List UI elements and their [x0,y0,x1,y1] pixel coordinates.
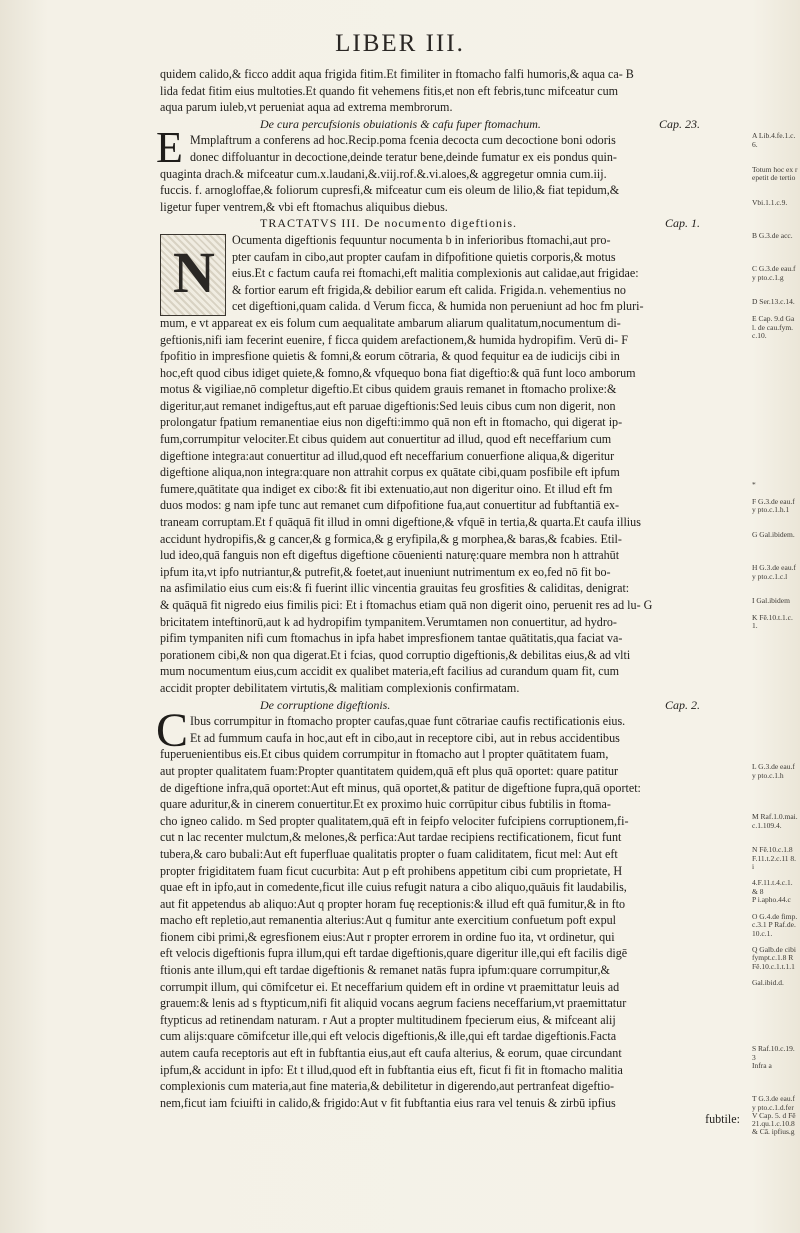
heading-text: De cura percufsionis obuiationis & cafu fuper ftomachum. [260,116,541,131]
tractatus-heading [160,215,750,232]
text-line: ligetur fuper ventrem,& vbi eft ftomachus aliquibus diebus. [160,199,448,214]
chapter-number: Cap. 23. [658,116,700,131]
text-line: mum nocumentum eius,cum accidit ex qualibet materia,eft facilius ad curandum quam fit, cum [160,664,620,679]
margin-note: Infra a [752,1061,772,1070]
text-line: accidit propter debilitatem virtutis,& malitiam complexionis confirmatam. [160,680,520,695]
margin-note: 4.F.11.t.4.c.1.& 8 [752,878,793,896]
drop-cap-e: E [156,123,183,173]
text-line: complexionis cum materia,aut fine materia,& debilitetur in digerendo,aut pertranfeat digeftio- [160,1079,615,1094]
text-line: tubera,& caro bubali:Aut eft fuperfluae qualitatis propter o fuam caliditatem, ficut mel: Aut eft [160,846,618,861]
margin-note: M Raf.1.0.mai. c.1.109.4. [752,812,798,830]
text-line: fionem cibi primi,& egresfionem eius:Aut r propter errorem in ordine fuo ita, vt ordinetur, qui [160,929,615,944]
heading-text: De corruptione digeftionis. [260,697,391,712]
initial-letter: N [173,240,215,305]
text-line: fum,corrumpitur velociter.Et cibus quidem aut conuertitur ad illud, quod eft neceffarium cum [160,432,612,447]
text-line: corrumpit illum, qui cōmifcetur ei. Et neceffarium quidem eft in ordine vt praemittatur leuis ad [160,979,620,994]
margin-note: Totum hoc ex repetit de tertio [752,164,798,183]
text-line: cut n lac recenter mulctum,& melones,& perfica:Aut tardae recipiens rectificationem, ficut funt [160,830,622,845]
text-line: pter caufam in cibo,aut propter caufam in difpofitione quietis corporis,& motus [232,249,616,264]
text-line: ipfum ita,vt ipfo nutriantur,& putrefit,& foetet,aut inueniunt nutrimentum ex eo,fed nō fit bo- [160,564,611,579]
margin-note: B G.3.de acc. [752,231,793,240]
chapter-number: Cap. 2. [664,697,700,712]
text-line: digeftione integra:aut conuertitur ad illud,quod eft neceffarium conuerfione aliqua,& digeritur [160,448,615,463]
text-line: prolongatur fpatium remanentiae eius non digefti:immo quā non eft in ftomacho, qui digerat ip- [160,415,623,430]
text-line: & fortior earum eft frigida,& debilior earum eft calida. Frigida.n. vehementius no [232,282,626,297]
text-line: propter frigiditatem fuam ficut cucurbita: Aut p eft prohibens appetitum cibi cum proprietate, H [160,863,623,878]
text-line: nem,ficut iam fciuifti in calido,& frigido:Aut v fit fubftantia eius rara vel tenuis & zirbū ipfius [160,1095,616,1110]
text-line: aqua parum iuleb,vt perueniat aqua ad extrema membrorum. [160,100,453,115]
margin-note: K Fē.10.t.1.c.1. [752,612,793,631]
margin-note: E Cap. 9.d Gal. de cau.fym.c.10. [752,314,795,340]
margin-note: I Gal.ibidem [752,596,790,606]
margin-note: T G.3.de eau.fy pto.c.1.d.fer [752,1094,795,1112]
text-line: donec diffoluantur in decoctione,deinde teratur bene,deinde fumatur ex eis pondus quin- [190,149,617,164]
text-line: bricitatem inteftinorū,aut k ad hydropifim tympanitem.Verumtamen non conuertitur, ad hydro- [160,614,617,629]
text-line: Et ad fummum caufa in hoc,aut eft in cibo,aut in receptore cibi, aut in rebus accidentibus [190,730,620,745]
text-line: fuperuenientibus eis.Et cibus quidem corrumpitur in ftomacho aut l propter quātitatem fuam, [160,747,609,762]
margin-note: P i.apho.44.c [752,895,791,904]
chapter-heading [160,116,750,133]
margin-note: Q Galb.de cibi fympt.c.1.8 R Fē.10.c.1.t.1.1 [752,944,796,971]
margin-note: H G.3.de eau.fy pto.c.1.c.l [752,563,796,581]
text-line: fuccis. f. arnogloffae,& foliorum cupresfi,& mifceatur cum eis oleum de lilio,& fiat tepidum,& [160,183,620,198]
margin-note: O G.4.de fimp.c.3.1 P Raf.de.10.c.1. [752,911,798,938]
text-line: eius.Et c factum caufa rei ftomachi,eft malitia complexionis aut calidae,aut frigidae: [232,266,639,281]
chapter-number: Cap. 1. [664,216,700,231]
text-line: & quāquā fit nigredo eius fimilis pici: Et i ftomachus etiam quā non digerit oino, peruenit res ad lu- G [160,598,653,612]
margin-note: L G.3.de eau.fy pto.c.1.h [752,762,795,780]
text-line: Ocumenta digeftionis fequuntur nocumenta b in inferioribus ftomachi,aut pro- [232,232,611,247]
text-line: aut propter qualitatem fuam:Propter quantitatem quidem,quā eft plus quā oportet: quare patitur [160,763,619,778]
text-line: cho igneo calido. m Sed propter qualitatem,quā eft in feipfo velociter fufcipiens corruptionem,fi- [160,813,629,828]
text-line: quare aduritur,& in cinerem conuertitur.Et ex proximo huic corrūpitur cibus fubtilis in ftoma- [160,797,611,812]
text-line: duos modos: g nam ipfe tunc aut remanet cum difpofitione fua,aut conuertitur ad fubftantiā ex- [160,498,620,513]
text-line: digeritur,aut remanet indigeftus,aut eft paruae digeftionis:Sed leuis cibus cum non digerit, non [160,398,616,413]
text-line: lida fedat fitim eius multoties.Et quando fit vehemens fitis,et non eft febris,tunc mifceatur cum [160,83,619,98]
text-line: mum, e vt appareat ex eis folum cum aequalitate ambarum aliarum qualitatum,nocumentum di- [160,315,621,330]
text-line: quidem calido,& ficco addit aqua frigida fitim.Et fimiliter in ftomacho falfi humoris,& aqua ca- B [160,67,634,81]
ornamental-initial-n [160,234,226,316]
text-line: eft velocis digeftionis fupra illum,qui eft tardae digeftionis,quare digeritur ille,qui eft facilis digē [160,946,628,961]
text-line: ipfum,& accidunt in ipfo: Et t illud,quod eft in fubftantia eius eft, ficut fi fit in ftomacho malitia [160,1062,623,1077]
text-line: traneam corruptam.Et f quāquā fit illud in omni digeftione,& vfquē in tertia,& quarta.Et caufa illius [160,515,641,530]
text-line: fubtile: [705,1112,740,1127]
text-line: autem caufa receptoris aut eft in fubftantia eius,aut eft caufa alterius, & eorum, quae circundant [160,1046,622,1061]
margin-note: S Raf.10.c.19.3 [752,1044,795,1062]
text-line: quae eft in ipfo,aut in comedente,ficut ille cuius refugit natura a cibo aliquo,quāuis fit laudabilis, [160,880,627,895]
text-line: ftionis ante illum,qui eft tardae digeftionis & remanet natās fupra ipfum:quare corrumpitur,& [160,963,610,978]
text-line: cet digeftioni,quam calida. d Verum ficca, & humida non perueniunt ad hoc fm pluri- [232,299,644,314]
text-line: pifim tympaniten nifi cum ftomachus in ipfa habet impresfionem tantae quātitatis,qua faciat va- [160,631,623,646]
text-line: na asfimilatio eius cum eis:& fi fuerint illic vincentia grauitas feu grosfities & caliditas, denigrat: [160,581,630,596]
text-line: lud ideo,quā fanguis non eft digeftus digeftione cōuenienti naturę:quare membra non h attrahūt [160,548,620,563]
margin-note: & Cā. ipfius.g [752,1127,795,1137]
margin-note: F G.3.de eau.fy pto.c.1.h.1 [752,496,795,515]
margin-note: C G.3.de eau.fy pto.c.1.g [752,264,796,282]
text-line: Mmplaftrum a conferens ad hoc.Recip.poma fcenia decocta cum decoctione boni odoris [190,133,616,148]
text-line: grauem:& lenis ad s ftypticum,nifi fit aliquid vocans aegrum faciens neceffarium,vt praemittatur [160,996,627,1011]
margin-note: D Ser.13.c.14. [752,297,795,307]
text-line: geftionis,nifi iam fecerint euenire, f ficca quidem arefactionem,& humida hydropifim. Verū di- F [160,332,628,347]
margin-note: V Cap. 5. d Fē 21.qu.1.c.10.8 [752,1110,796,1129]
text-line: hoc,eft quod cibus idiget quiete,& fomno,& vfquequo bona fiat digeftio:& quā funt loco amborum [160,365,636,380]
text-line: aut fit appetendus ab aliquo:Aut q propter horam fuę receptionis:& illud eft quā fumitur,& in fto [160,896,626,911]
margin-note: N Fē.10.c.1.8 F.11.t.2.c.11 8.i [752,845,797,872]
text-line: cum alijs:quare cōmifcetur ille,qui eft velocis digeftionis,& ille,qui eft tardae digeftionis.Facta [160,1029,617,1044]
text-line: quaginta drach.& mifceatur cum.x.laudani,&.viij.rof.&.vi.aloes,& aggregetur omnia cum.iij. [160,166,607,181]
text-line: ftypticus ad retinendam naturam. r Aut a propter multitudinem fpecierum eius, & mifceant alij [160,1012,616,1027]
margin-note: G Gal.ibidem. [752,529,795,539]
text-line: porationem cibi,& non qua digerat.Et i fcias, quod corruptio digeftionis,& debilitas eius,& ad vlti [160,647,631,662]
margin-note: * [752,480,756,489]
text-line: digeftione aliqua,non integra:quare non attrahit corpus ex quātate cibi,quam posfibile eft ipfum [160,465,620,480]
margin-note: Vbi.1.1.c.9. [752,197,788,207]
text-line: fpofitio in impresfione quietis & fomni,& eorum cōtraria, & quod fequitur ea de iudicijs cibi in [160,349,620,364]
drop-cap-c: C [156,704,189,758]
text-line: motus & vigiliae,nō completur digeftio.Et cibus quidem grauis remanet in ftomacho prolixe:& [160,382,617,397]
margin-note: A Lib.4.fe.1.c.6. [752,131,796,149]
text-line: Ibus corrumpitur in ftomacho propter caufas,quae funt cōtrariae caufis rectificationis eius. [190,714,626,729]
chapter-heading [160,697,750,714]
text-line: accidunt hydropifis,& g cancer,& g formica,& g eryfipila,& g morphea,& baras,& fcabies. Etil- [160,531,622,546]
text-line: de digeftione infra,quā oportet:Aut eft minus, quā oportet,& patitur de digeftione fupra,quā oportet: [160,780,641,795]
text-line: macho eft repletio,aut remanentia alterius:Aut q fumitur ante exercitium confuetum poft expul [160,913,617,928]
text-line: fumere,quātitate qua indiget ex cibo:& fit ibi extenuatio,aut non digeritur oino. Et illud eft fm [160,481,613,496]
heading-text: TRACTATVS III. De nocumento digeftionis. [260,216,518,231]
page-header: LIBER III. [335,30,465,57]
margin-note: Gal.ibid.d. [752,978,784,987]
main-text-column [156,66,750,1128]
